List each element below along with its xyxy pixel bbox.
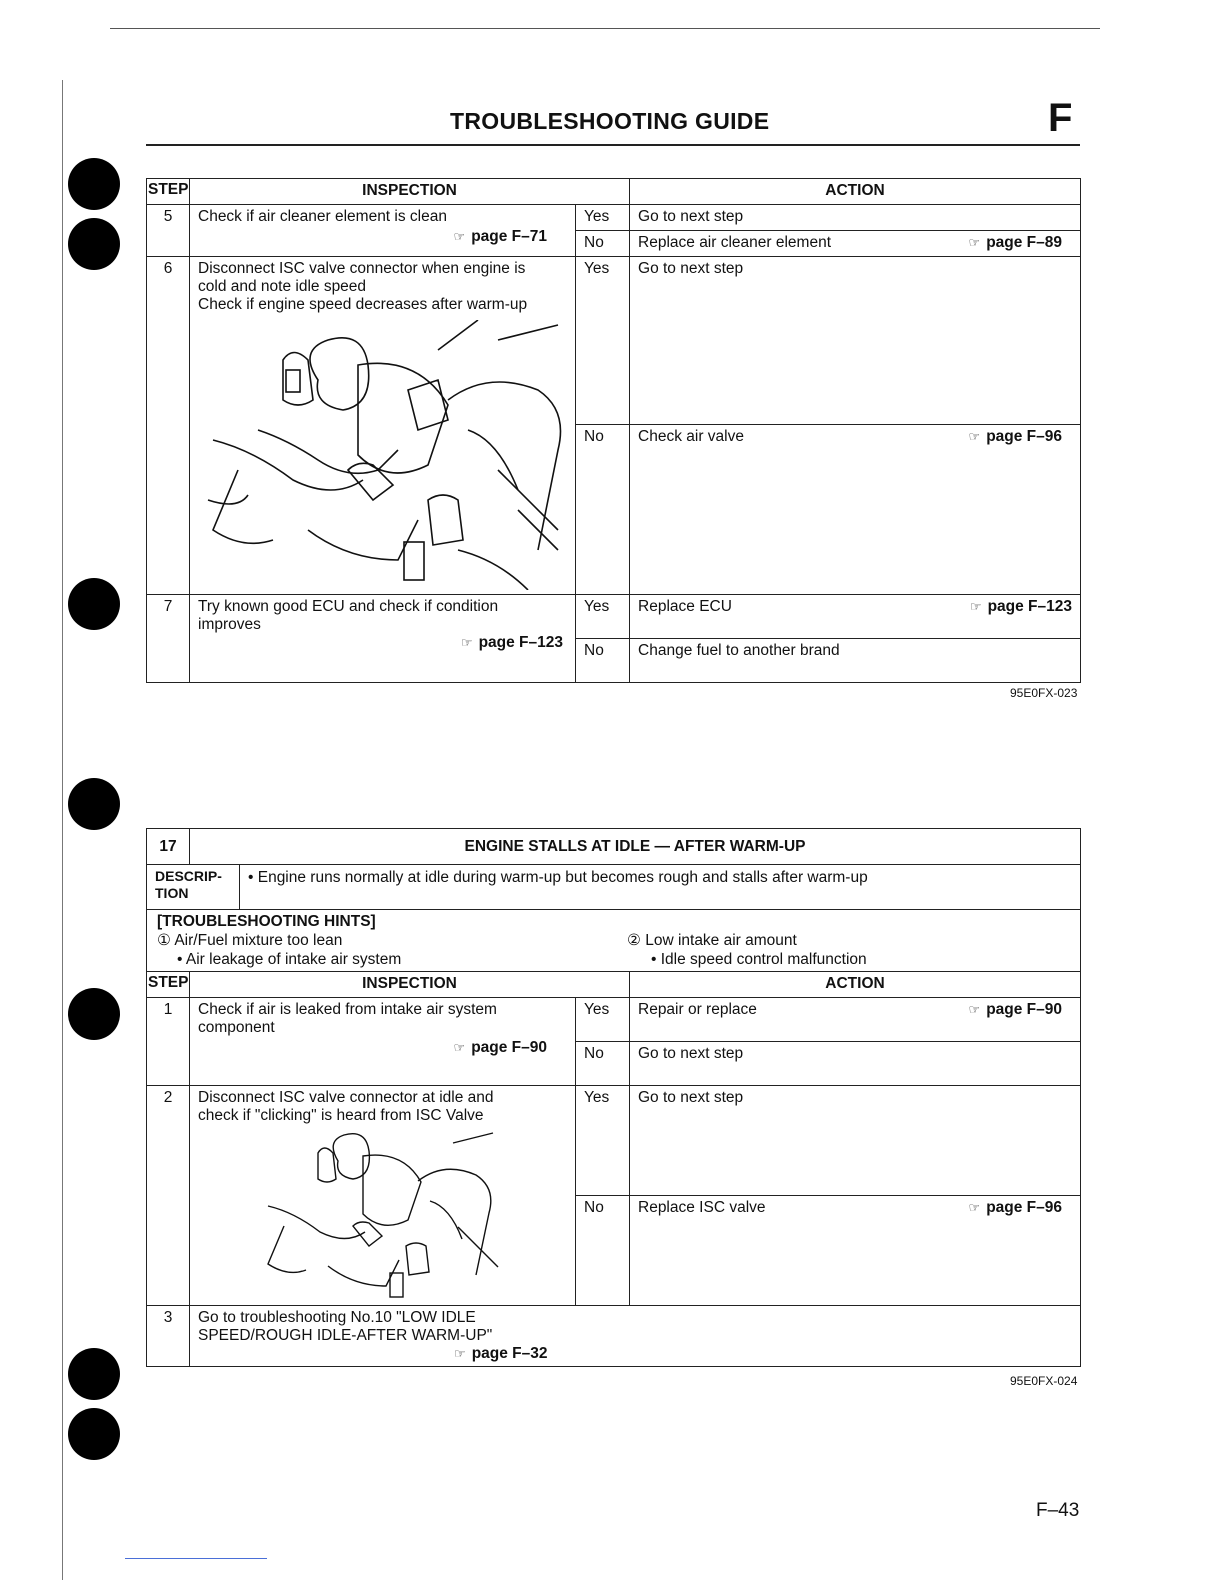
inspection-cell	[190, 1086, 576, 1306]
pointing-hand-icon: ☞	[453, 1040, 466, 1055]
action-text: Check air valve	[638, 428, 744, 445]
no-label: No	[576, 231, 630, 257]
action-text: Repair or replace	[638, 1001, 757, 1018]
binder-hole-4	[68, 778, 120, 830]
step-header: STEP	[147, 972, 190, 998]
page-reference: ☞ page F–123	[969, 598, 1073, 615]
action-cell	[630, 595, 1081, 639]
page-reference: ☞ page F–96	[968, 1199, 1063, 1216]
step-number: 6	[147, 257, 190, 595]
action-header: ACTION	[630, 179, 1081, 205]
page-reference: ☞ page F–32	[454, 1345, 548, 1362]
troubleshooting-table-1	[146, 178, 1081, 683]
page-reference: ☞ page F–90	[453, 1039, 547, 1056]
description-text: • Engine runs normally at idle during warm-up but becomes rough and stalls after warm-up	[248, 869, 868, 886]
step-header: STEP	[147, 179, 190, 205]
binder-hole-1	[68, 158, 120, 210]
action-text: Go to next step	[630, 1042, 1081, 1086]
inspection-cell	[190, 257, 576, 595]
inspection-line: Try known good ECU and check if condition	[198, 598, 499, 615]
section-letter: F	[1048, 96, 1073, 140]
action-text: Go to next step	[630, 205, 1081, 231]
yes-label: Yes	[576, 205, 630, 231]
hint-2: ② Low intake air amount	[627, 932, 797, 949]
no-label: No	[576, 1196, 630, 1306]
action-header: ACTION	[630, 972, 1081, 998]
inspection-line: cold and note idle speed	[198, 278, 367, 295]
pointing-hand-icon: ☞	[968, 1002, 981, 1017]
page-reference: ☞ page F–89	[968, 234, 1063, 251]
inspection-header: INSPECTION	[190, 972, 630, 998]
inspection-line: improves	[198, 616, 261, 633]
action-text: Replace ISC valve	[638, 1199, 766, 1216]
bottom-link-line	[125, 1558, 267, 1559]
header-rule	[146, 144, 1080, 146]
yes-label: Yes	[576, 998, 630, 1042]
binder-hole-6	[68, 1348, 120, 1400]
hints-cell	[147, 910, 1081, 972]
inspection-line: Disconnect ISC valve connector when engine is	[198, 260, 526, 277]
no-label: No	[576, 639, 630, 683]
description-label-line: DESCRIP-	[155, 868, 222, 884]
symptom-number: 17	[147, 829, 190, 865]
step-number: 2	[147, 1086, 190, 1306]
isc-connector-illustration	[198, 320, 568, 590]
action-text: Go to next step	[630, 1086, 1081, 1196]
binder-hole-3	[68, 578, 120, 630]
inspection-header: INSPECTION	[190, 179, 630, 205]
step-number: 7	[147, 595, 190, 683]
action-cell	[630, 998, 1081, 1042]
inspection-cell	[190, 205, 576, 257]
page-number: F–43	[1036, 1500, 1080, 1521]
inspection-cell	[190, 595, 576, 683]
hints-title: [TROUBLESHOOTING HINTS]	[157, 913, 376, 930]
inspection-line: Check if air is leaked from intake air system	[198, 1001, 497, 1018]
description-label	[147, 865, 240, 909]
figure-code: 95E0FX-023	[1010, 686, 1078, 700]
step-number: 5	[147, 205, 190, 257]
pointing-hand-icon: ☞	[460, 635, 473, 650]
page-reference: ☞ page F–71	[453, 228, 547, 245]
action-text: Change fuel to another brand	[630, 639, 1081, 683]
inspection-line: check if "clicking" is heard from ISC Valve	[198, 1107, 484, 1124]
binder-hole-5	[68, 988, 120, 1040]
pointing-hand-icon: ☞	[968, 235, 981, 250]
inspection-line: Go to troubleshooting No.10 "LOW IDLE	[198, 1309, 476, 1326]
yes-label: Yes	[576, 257, 630, 425]
page-title: TROUBLESHOOTING GUIDE	[450, 108, 770, 134]
hint-2-detail: • Idle speed control malfunction	[651, 951, 867, 968]
action-cell	[630, 1196, 1081, 1306]
description-row	[147, 865, 1081, 910]
action-cell	[630, 425, 1081, 595]
troubleshooting-table-2	[146, 828, 1081, 1367]
binder-hole-2	[68, 218, 120, 270]
left-margin-line	[62, 80, 63, 1580]
pointing-hand-icon: ☞	[969, 599, 982, 614]
no-label: No	[576, 1042, 630, 1086]
no-label: No	[576, 425, 630, 595]
inspection-cell	[190, 998, 576, 1086]
binder-hole-7	[68, 1408, 120, 1460]
yes-label: Yes	[576, 1086, 630, 1196]
description-label-line: TION	[155, 885, 189, 901]
yes-label: Yes	[576, 595, 630, 639]
action-text: Go to next step	[630, 257, 1081, 425]
page-reference: ☞ page F–96	[968, 428, 1063, 445]
action-text: Replace ECU	[638, 598, 732, 615]
page-reference: ☞ page F–123	[460, 634, 563, 651]
step-number: 3	[147, 1306, 190, 1367]
symptom-title: ENGINE STALLS AT IDLE — AFTER WARM-UP	[190, 829, 1081, 865]
top-rule	[110, 28, 1100, 29]
action-text: Replace air cleaner element	[638, 234, 832, 251]
isc-valve-illustration	[258, 1131, 518, 1301]
figure-code: 95E0FX-024	[1010, 1374, 1078, 1388]
inspection-line: Disconnect ISC valve connector at idle and	[198, 1089, 494, 1106]
empty-action-cell	[576, 1306, 1081, 1367]
pointing-hand-icon: ☞	[968, 429, 981, 444]
inspection-line: SPEED/ROUGH IDLE-AFTER WARM-UP"	[198, 1327, 493, 1344]
pointing-hand-icon: ☞	[454, 1346, 466, 1361]
pointing-hand-icon: ☞	[968, 1200, 981, 1215]
step-number: 1	[147, 998, 190, 1086]
inspection-text: Check if air cleaner element is clean	[198, 208, 447, 225]
inspection-line: Check if engine speed decreases after warm-up	[198, 296, 528, 313]
action-cell	[630, 231, 1081, 257]
hint-1: ① Air/Fuel mixture too lean	[157, 932, 343, 949]
inspection-cell	[190, 1306, 576, 1367]
page-reference: ☞ page F–90	[968, 1001, 1063, 1018]
hint-1-detail: • Air leakage of intake air system	[177, 951, 402, 968]
inspection-line: component	[198, 1019, 275, 1036]
pointing-hand-icon: ☞	[453, 229, 466, 244]
